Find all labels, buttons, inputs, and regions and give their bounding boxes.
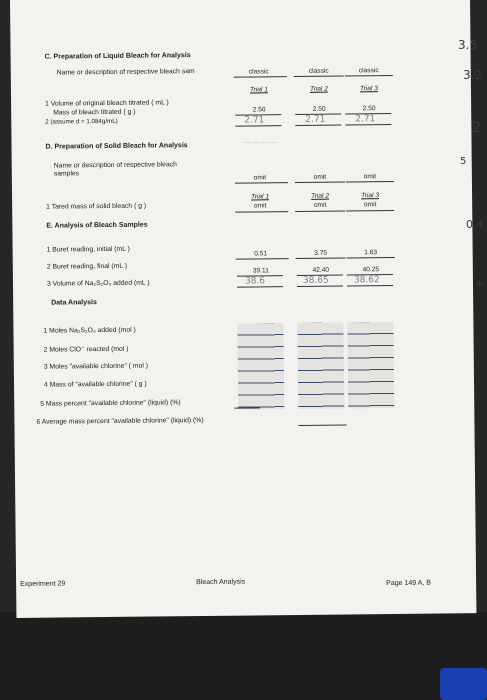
e-initial-label: 1 Buret reading, initial (mL ): [46, 245, 130, 254]
e-final-label: 2 Buret reading, final (mL ): [46, 262, 128, 271]
d-trial-2: Trial 2: [311, 192, 330, 200]
margin-note-1: 3.5: [458, 38, 478, 52]
c-mass-3: 2.71: [355, 114, 376, 125]
background-object: [440, 668, 487, 700]
section-c-title: C. Preparation of Liquid Bleach for Analysis: [44, 52, 191, 61]
c-row2-sub: 2 (assume d = 1.084g/mL): [45, 117, 118, 126]
answer-grid-2: [297, 323, 344, 409]
bleach-name-label: Name or description of respective bleach sam: [56, 68, 195, 77]
c-trial-2: Trial 2: [309, 85, 328, 93]
margin-note-4: 5: [460, 156, 467, 167]
e-volume-2: 38.65: [302, 275, 329, 286]
analysis-row-1: 1 Moles Na₂S₂O₃ added (mol ): [43, 326, 136, 335]
d-trial-3: Trial 3: [361, 192, 380, 200]
e-initial-1: 0.51: [254, 250, 268, 258]
c-name-2: classic: [308, 67, 329, 75]
c-mass-1: 2.71: [244, 115, 265, 126]
footer-page: Page 149 A, B: [386, 579, 431, 588]
e-final-3: 40.25: [362, 266, 380, 274]
analysis-row-5: 5 Mass percent "available chlorine" (liquid) (%): [40, 399, 181, 408]
c-trial-1: Trial 1: [249, 86, 268, 94]
footer-experiment: Experiment 29: [20, 580, 66, 588]
c-vol-2: 2.50: [312, 105, 326, 113]
e-volume-1: 38.6: [244, 276, 266, 287]
e-initial-3: 1.63: [364, 249, 378, 257]
margin-note-2: 3.2: [463, 68, 483, 82]
c-name-3: classic: [358, 67, 379, 75]
analysis-row-4: 4 Mass of "available chlorine" ( g ): [43, 380, 147, 389]
c-row2-label: Mass of bleach titrated ( g ): [53, 108, 136, 117]
d-tared-3: omit: [363, 201, 377, 209]
e-initial-2: 3.75: [314, 249, 328, 257]
c-trial-3: Trial 3: [359, 85, 378, 93]
d-tared-label: 1 Tared mass of solid bleach ( g ): [46, 202, 147, 211]
c-mass-2: 2.71: [305, 114, 326, 125]
analysis-row-2: 2 Moles ClO⁻ reacted (mol ): [43, 345, 129, 354]
margin-note-5: 0.4: [466, 218, 484, 231]
section-d-title: D. Preparation of Solid Bleach for Analysis: [45, 142, 188, 151]
margin-note-6: +: [475, 277, 485, 290]
e-volume-3: 38.62: [353, 275, 380, 286]
e-volume-label: 3 Volume of Na₂S₂O₃ added (mL ): [46, 279, 150, 288]
c-vol-3: 2.50: [362, 105, 376, 113]
c-name-1: classic: [248, 68, 269, 76]
d-tared-2: omit: [313, 201, 327, 209]
d-name-label-2: samples: [53, 170, 80, 178]
d-trial-1: Trial 1: [251, 193, 270, 201]
analysis-row-6: 6 Average mass percent "available chlorine" (liquid) (%): [36, 416, 204, 426]
table-surface: [0, 612, 487, 700]
answer-grid-3: [347, 322, 394, 408]
worksheet-page: C. Preparation of Liquid Bleach for Analysis Name or description of respective bleach sam classic classic classic Trial 1 Trial 2 Trial 3 1 Volume of original bleach titrated ( mL ) Mass of bleach titrated ( g ) 2 (assume d = 1.084g/mL) 2.50 2.50 2.50 2.71 2.71 2.71 D. Preparation of Solid Bleach for Analysis — — — — Name or description of respective bleach samples omit omit omit Trial 1 Trial 2 Trial 3 1 Tared mass of solid bleach ( g ) omit omit omit E. Analysis of Bleach Samples 1 Buret reading, initial (mL ) 0.51 3.75 1.63 2 Buret reading, final (mL ) 39.11 42.40 40.25 3 Volume of Na₂S₂O₃ added (mL ) 38.6 38.65 38.62 Data Analysis 1 Moles Na₂S₂O₃ added (mol ) 2 Moles ClO⁻ reacted (mol ) 3 Moles "available chlorine" ( mol ) 4 Mass of "available chlorine" ( g ) 5 Mass percent "available chlorine" (liquid) (%) 6 Average mass percent "available chlorine" (liquid) (%) Experiment 29 Bleach Analysis Page 149 A, B: [10, 0, 476, 618]
analysis-row-3: 3 Moles "available chlorine" ( mol ): [43, 362, 149, 371]
c-vol-1: 2.50: [252, 106, 266, 114]
margin-note-3: 2: [472, 120, 481, 136]
d-name-label-1: Name or description of respective bleach: [53, 161, 177, 170]
e-final-1: 39.11: [252, 267, 269, 275]
d-tared-1: omit: [253, 202, 267, 210]
d-name-2: omit: [313, 173, 327, 181]
data-analysis-title: Data Analysis: [51, 299, 97, 307]
section-e-title: E. Analysis of Bleach Samples: [46, 221, 148, 230]
e-final-2: 42.40: [312, 266, 330, 274]
answer-grid-1: [237, 323, 284, 409]
d-name-1: omit: [253, 174, 267, 182]
footer-title: Bleach Analysis: [196, 578, 246, 587]
d-name-3: omit: [363, 173, 377, 181]
c-row1-label: 1 Volume of original bleach titrated ( mL ): [45, 99, 169, 108]
